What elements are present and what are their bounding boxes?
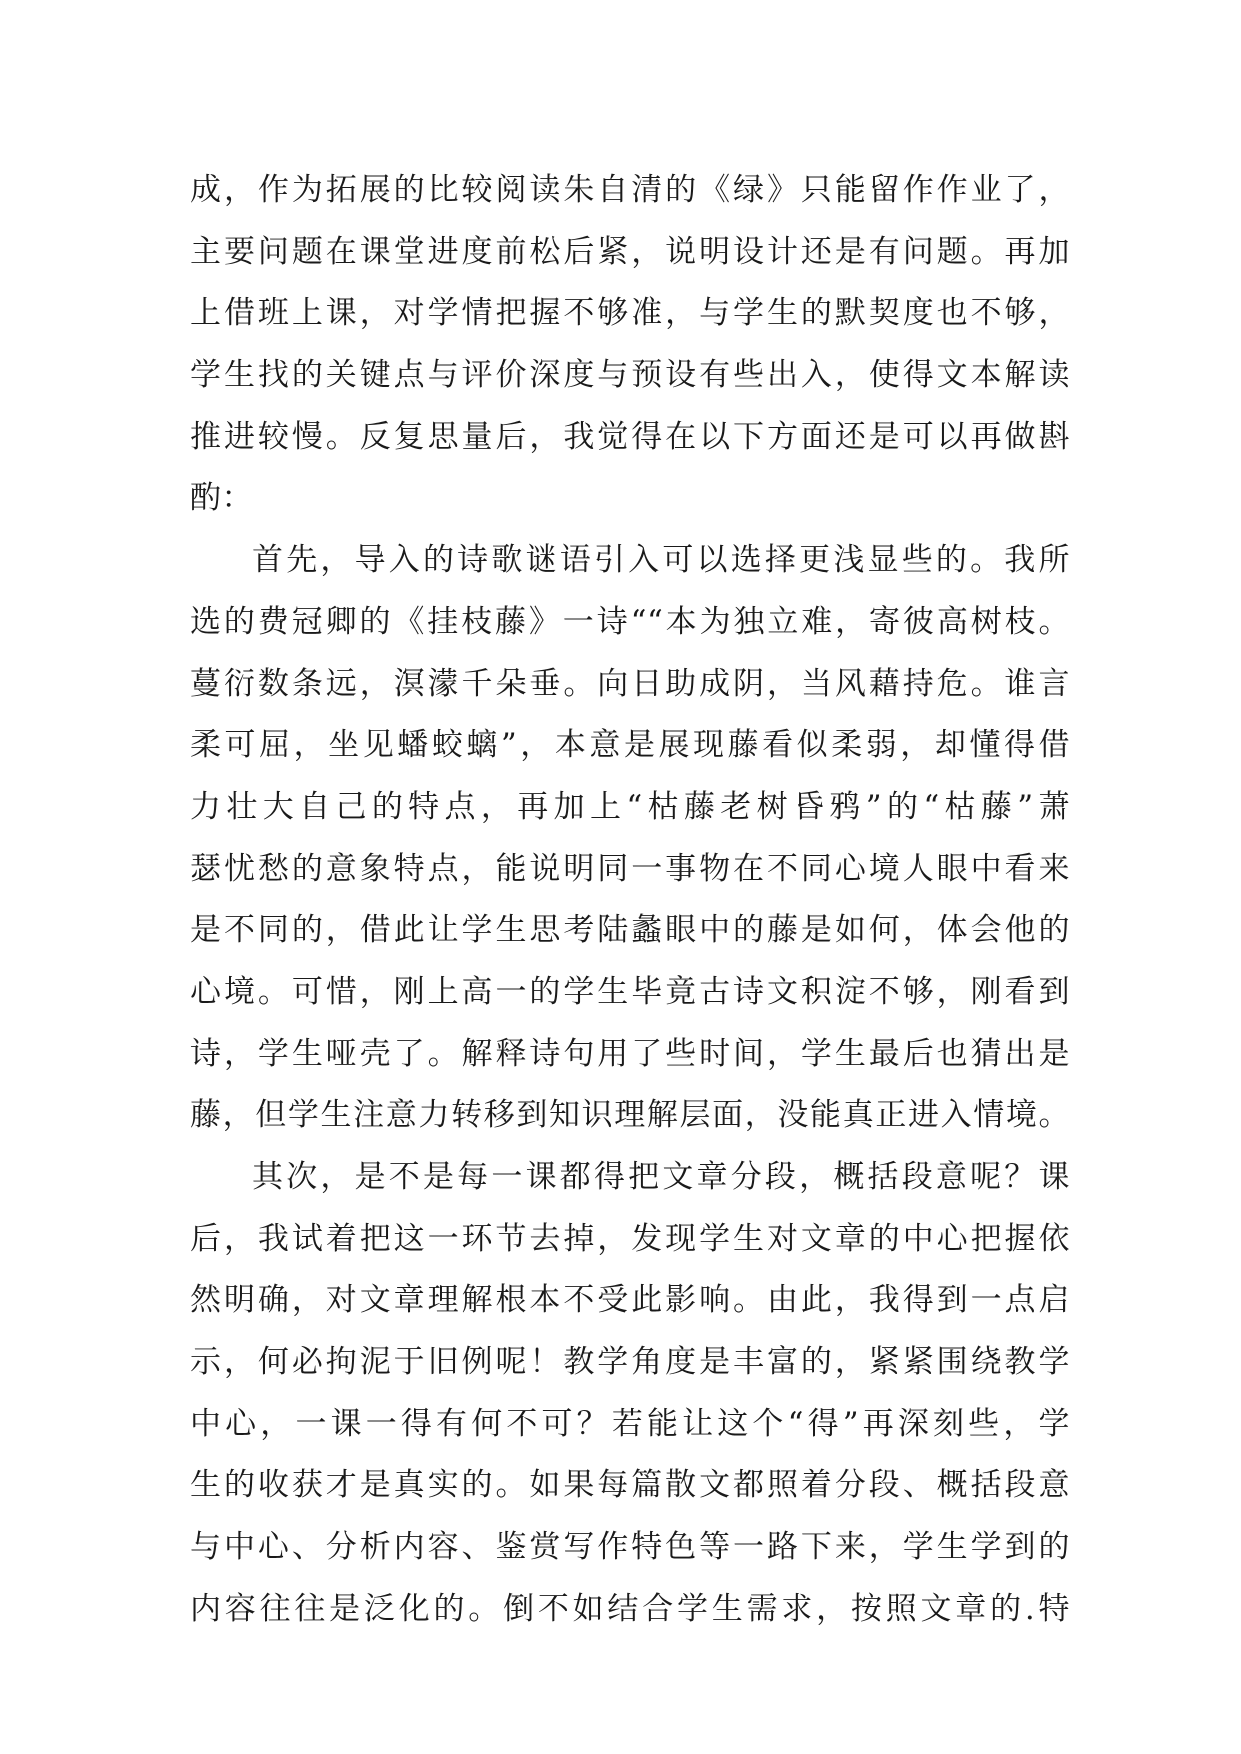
text-line: 示，何必拘泥于旧例呢！教学角度是丰富的，紧紧围绕教学 bbox=[190, 1344, 1070, 1381]
text-line: 上借班上课，对学情把握不够准，与学生的默契度也不够， bbox=[190, 295, 1070, 332]
body-text bbox=[190, 160, 1070, 1641]
text-line: 是不同的，借此让学生思考陆蠡眼中的藤是如何，体会他的 bbox=[190, 912, 1070, 949]
paragraph-start-line: 其次，是不是每一课都得把文章分段，概括段意呢？课 bbox=[252, 1159, 1070, 1195]
text-line: 心境。可惜，刚上高一的学生毕竟古诗文积淀不够，刚看到 bbox=[190, 973, 1070, 1010]
text-line: 选的费冠卿的《挂枝藤》一诗““本为独立难，寄彼高树枝。 bbox=[190, 603, 1070, 640]
text-line: 然明确，对文章理解根本不受此影响。由此，我得到一点启 bbox=[190, 1282, 1070, 1319]
text-line: 酌： bbox=[190, 480, 253, 517]
text-line: 学生找的关键点与评价深度与预设有些出入，使得文本解读 bbox=[190, 357, 1070, 394]
text-line: 生的收获才是真实的。如果每篇散文都照着分段、概括段意 bbox=[190, 1467, 1070, 1504]
text-line: 成，作为拓展的比较阅读朱自清的《绿》只能留作作业了， bbox=[190, 172, 1070, 208]
text-line: 蔓衍数条远，溟濛千朵垂。向日助成阴，当风藉持危。谁言 bbox=[190, 665, 1070, 702]
text-line: 诗，学生哑壳了。解释诗句用了些时间，学生最后也猜出是 bbox=[190, 1035, 1070, 1072]
text-line: 中心，一课一得有何不可？若能让这个“得”再深刻些，学 bbox=[190, 1405, 1070, 1442]
text-line: 柔可屈，坐见蟠蛟螭”，本意是展现藤看似柔弱，却懂得借 bbox=[190, 727, 1070, 764]
text-line: 力壮大自己的特点，再加上“枯藤老树昏鸦”的“枯藤”萧 bbox=[190, 788, 1070, 825]
text-line: 内容往往是泛化的。倒不如结合学生需求，按照文章的.特 bbox=[190, 1590, 1070, 1627]
paragraph-start-line: 首先，导入的诗歌谜语引入可以选择更浅显些的。我所 bbox=[252, 542, 1070, 579]
text-line: 与中心、分析内容、鉴赏写作特色等一路下来，学生学到的 bbox=[190, 1529, 1070, 1566]
text-line: 藤，但学生注意力转移到知识理解层面，没能真正进入情境。 bbox=[190, 1097, 1070, 1134]
text-line: 主要问题在课堂进度前松后紧，说明设计还是有问题。再加 bbox=[190, 233, 1070, 270]
text-line: 后，我试着把这一环节去掉，发现学生对文章的中心把握依 bbox=[190, 1220, 1070, 1257]
text-line: 推进较慢。反复思量后，我觉得在以下方面还是可以再做斟 bbox=[190, 418, 1070, 455]
text-line: 瑟忧愁的意象特点，能说明同一事物在不同心境人眼中看来 bbox=[190, 850, 1070, 887]
